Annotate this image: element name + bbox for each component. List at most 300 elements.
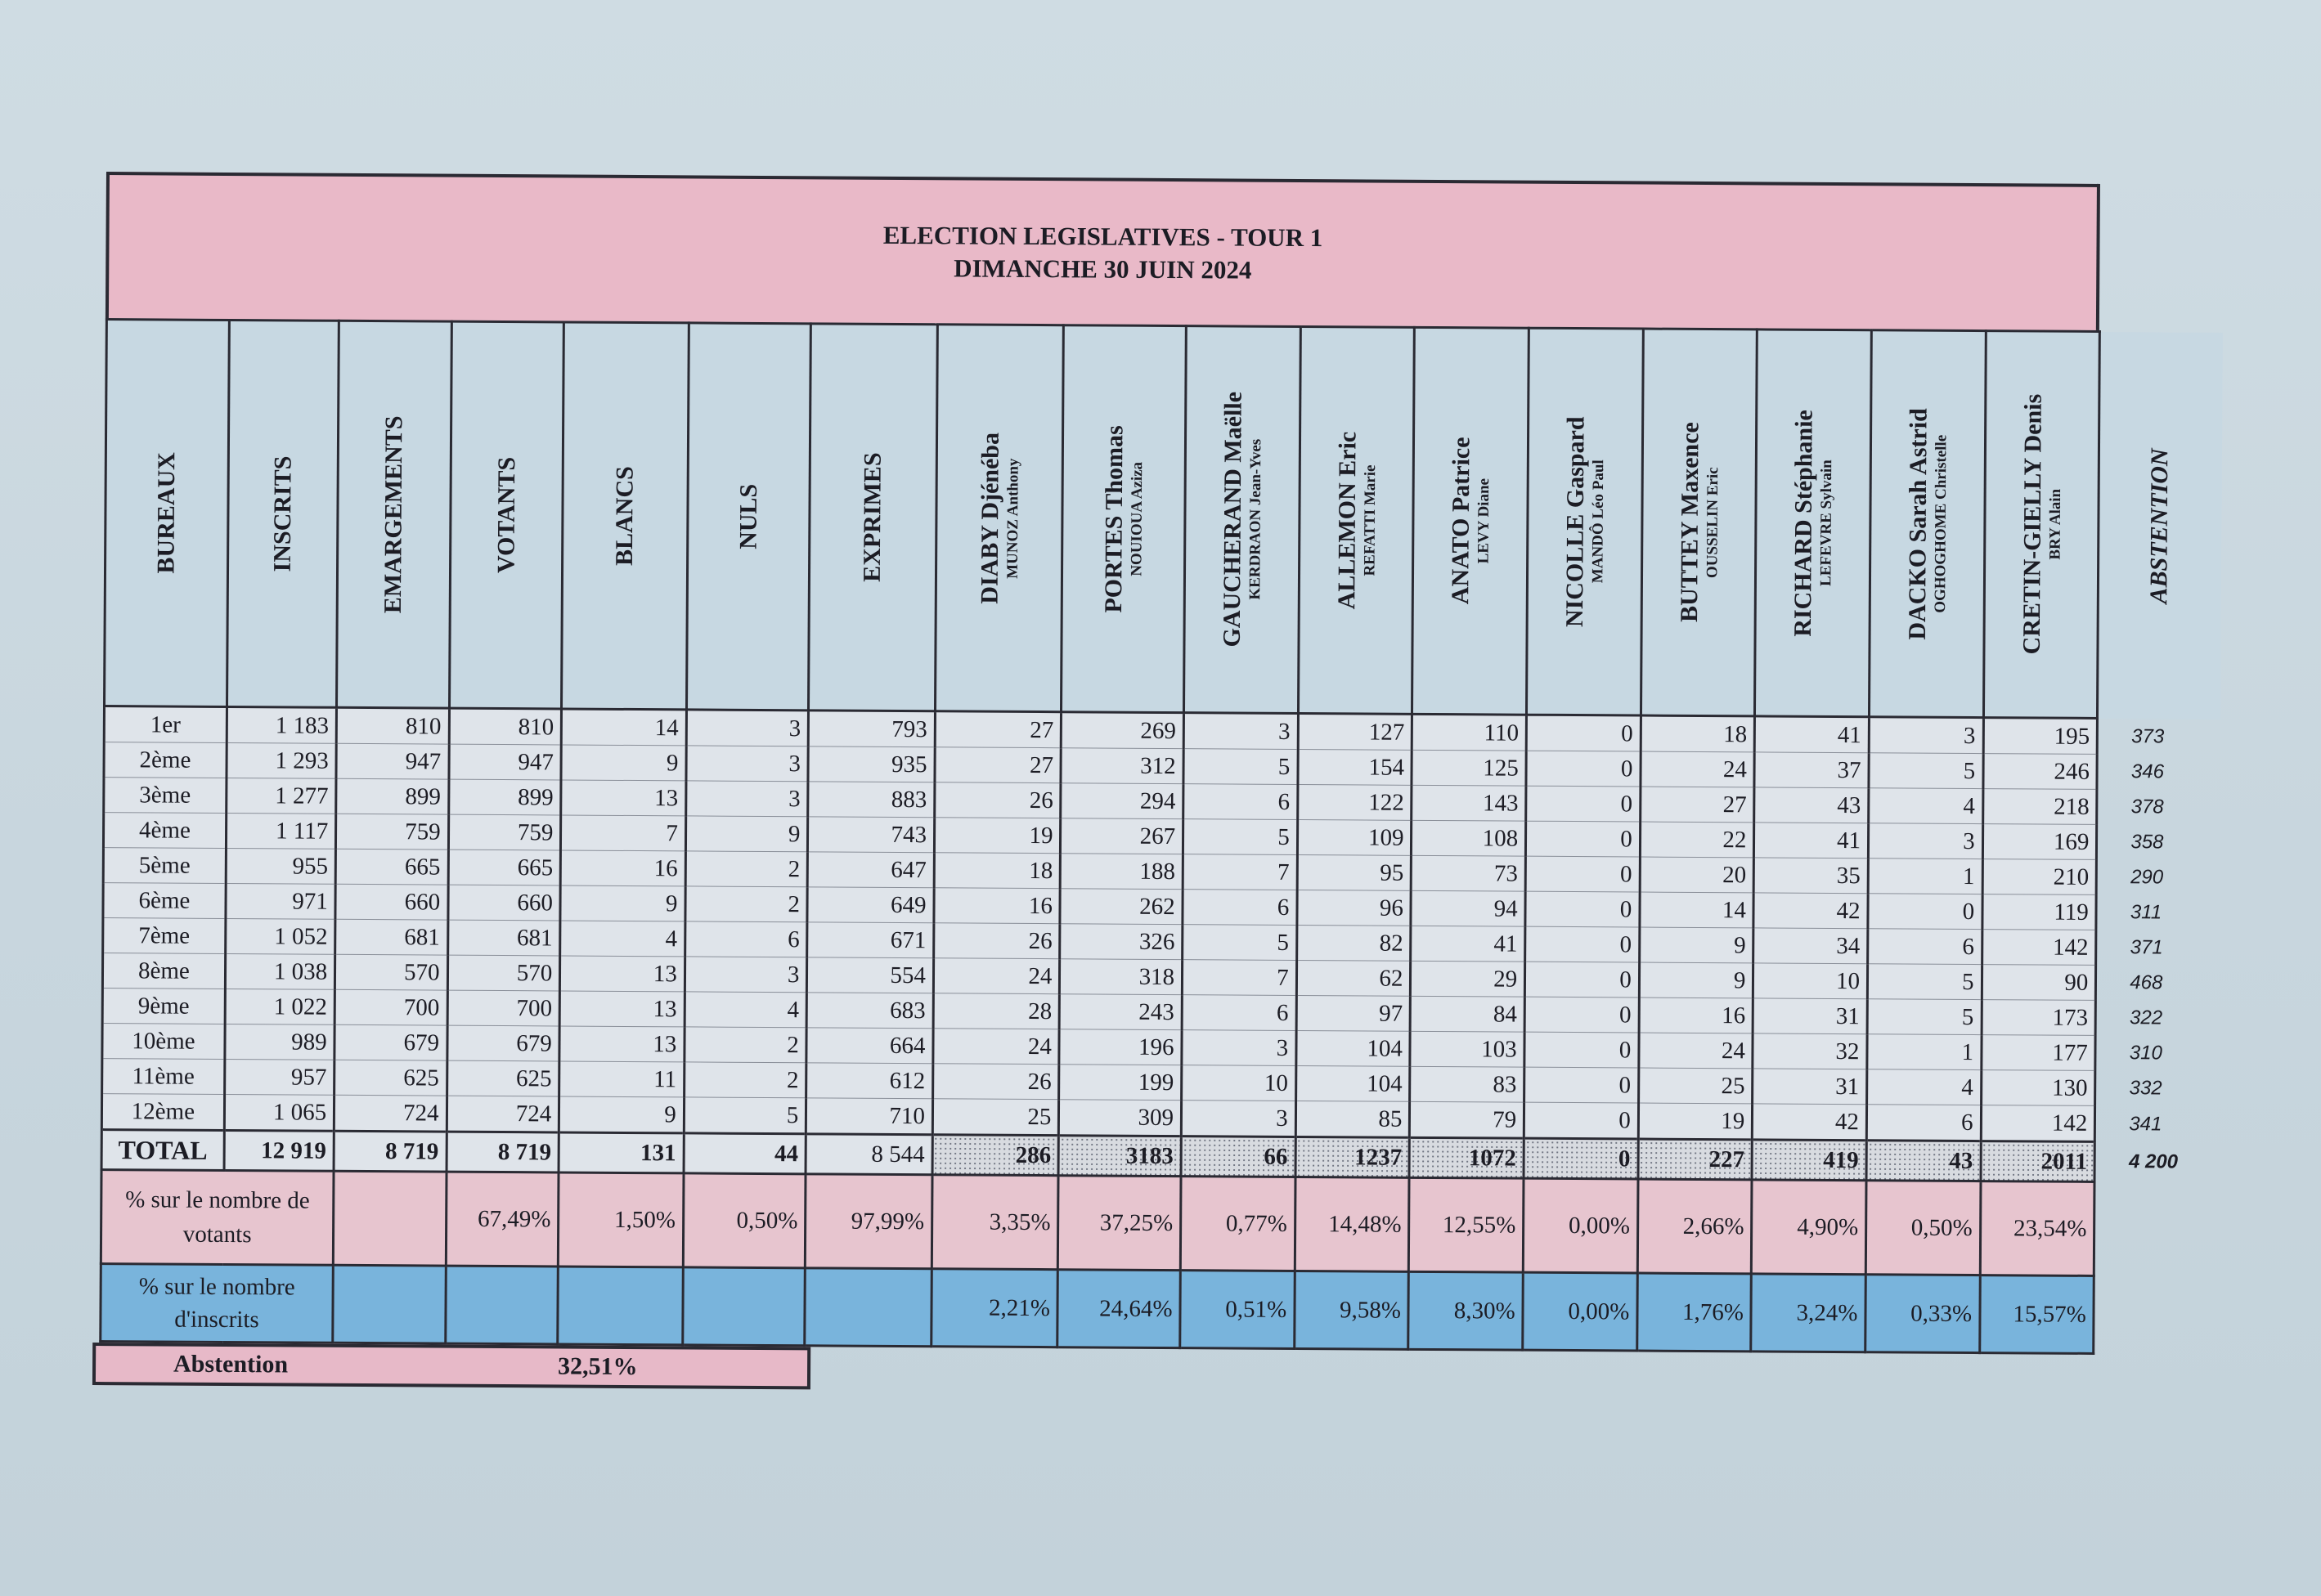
table-cell: 5 [1183,749,1298,785]
total-cell: 131 [559,1132,684,1173]
table-cell: 83 [1410,1066,1524,1102]
abstention-label: Abstention [173,1350,289,1379]
column-header-label: BUREAUX [152,452,181,574]
table-cell: 759 [448,814,561,850]
table-cell: 724 [447,1096,559,1132]
table-cell: 0 [1525,891,1640,927]
table-cell: 2 [685,1027,807,1063]
table-cell: 679 [447,1025,559,1061]
percent-cell: 14,48% [1295,1177,1409,1271]
bureau-cell: 3ème [104,778,227,814]
table-cell: 9 [1639,927,1753,963]
column-header-label: NICOLLE Gaspard [1561,416,1590,627]
table-cell: 5 [1183,819,1298,855]
table-cell: 154 [1298,749,1412,785]
table-cell: 681 [447,920,560,956]
table-cell: 269 [1062,712,1184,749]
table-cell: 0 [1524,1067,1639,1103]
table-cell: 373 [2131,724,2165,747]
percent-cell: 12,55% [1409,1177,1524,1272]
total-cell: 3183 [1058,1136,1181,1177]
total-cell: 286 [932,1135,1059,1176]
total-cell: 2011 [1981,1141,2095,1182]
table-cell: 883 [808,782,935,818]
results-sheet [91,172,2224,1398]
table-cell: 660 [447,885,560,921]
table-cell: 318 [1060,959,1183,995]
table-cell: 0 [1525,856,1640,892]
table-cell: 19 [1638,1103,1753,1140]
table-cell: 90 [1982,965,2096,1001]
percent-cell [683,1267,806,1346]
pct-inscrits-row-label: % sur le nombre d'inscrits [101,1264,334,1343]
table-cell: 103 [1410,1031,1524,1067]
total-cell: 1237 [1295,1136,1410,1177]
column-header-sublabel: LEFEVRE Sylvain [1817,460,1836,587]
table-cell: 0 [1525,926,1640,962]
table-cell: 143 [1412,785,1526,821]
table-cell: 31 [1753,1069,1867,1105]
total-cell: 227 [1638,1139,1753,1180]
table-cell: 82 [1296,925,1411,961]
column-header-sublabel: MANDÔ Léo Paul [1589,460,1608,584]
bureau-cell: 12ème [101,1094,224,1131]
percent-cell: 1,50% [559,1172,684,1267]
bureau-cell: 1er [104,706,227,743]
pct-votants-row [101,1170,2217,1277]
table-cell: 5 [1183,925,1297,961]
percent-cell [805,1268,932,1347]
table-cell: 759 [336,814,449,850]
table-cell: 34 [1753,928,1868,964]
title-line-2: DIMANCHE 30 JUIN 2024 [954,253,1252,285]
table-cell: 94 [1411,890,1525,926]
table-cell: 26 [935,782,1062,818]
table-cell: 679 [334,1024,447,1060]
table-cell: 28 [933,993,1060,1029]
table-cell: 22 [1640,822,1754,858]
total-cell: 43 [1866,1141,1981,1181]
total-label: TOTAL [101,1130,224,1171]
table-cell: 13 [561,780,686,816]
table-cell: 10 [1753,963,1868,999]
table-cell: 700 [447,990,560,1026]
abstention-row [92,1343,810,1389]
table-cell: 2 [684,1062,806,1098]
title-line-1: ELECTION LEGISLATIVES - TOUR 1 [882,220,1323,252]
table-cell: 16 [1639,998,1753,1033]
column-header [1527,328,1643,715]
percent-cell [333,1265,446,1343]
table-cell: 0 [1526,786,1641,822]
table-cell: 326 [1060,924,1183,960]
table-cell: 1 022 [225,989,335,1024]
table-cell: 37 [1754,752,1869,788]
percent-cell: 3,35% [932,1175,1058,1270]
column-header [1641,329,1757,716]
table-cell: 27 [935,747,1062,783]
table-cell: 1 065 [224,1094,334,1131]
table-cell: 142 [1982,930,2096,966]
table-cell: 6 [1868,929,1982,965]
table-cell: 947 [336,743,449,779]
total-cell: 8 719 [334,1131,447,1172]
table-cell: 0 [1526,715,1641,751]
table-cell: 27 [935,711,1062,748]
percent-cell: 4,90% [1752,1180,1866,1275]
table-cell: 16 [561,850,686,886]
bureau-cell: 7ème [103,918,226,954]
table-cell: 989 [225,1024,335,1060]
pct-votants-row-label: % sur le nombre de votants [101,1170,334,1266]
table-cell: 24 [1639,1033,1753,1069]
empty-cell [2094,1275,2216,1354]
table-cell: 346 [2130,760,2165,783]
table-cell: 267 [1061,818,1183,854]
table-cell: 3 [1868,823,1982,859]
bureau-cell: 2ème [104,742,227,778]
table-cell: 570 [447,955,560,991]
table-cell: 5 [1867,999,1982,1035]
percent-cell: 0,50% [1865,1181,1980,1275]
table-cell: 310 [2129,1042,2162,1065]
column-header [935,325,1063,712]
table-cell: 11 [559,1061,685,1097]
table-cell: 13 [559,991,685,1027]
column-header-label: DIABY Djénéba [976,432,1004,604]
table-cell: 6 [1183,784,1298,820]
table-cell: 294 [1061,783,1183,819]
abstention-value: 32,51% [557,1352,638,1381]
table-cell: 14 [562,709,687,746]
table-cell: 4 [1867,1069,1982,1105]
table-cell: 899 [448,779,561,815]
table-cell: 0 [1524,1102,1638,1139]
table-cell: 20 [1640,857,1754,893]
table-cell: 0 [1525,962,1640,998]
percent-cell: 3,24% [1751,1274,1865,1352]
table-cell: 26 [933,1064,1060,1100]
table-cell: 3 [685,957,807,993]
column-header-label: EXPRIMES [859,452,887,583]
table-cell: 554 [807,957,934,993]
table-cell: 218 [1982,789,2097,825]
column-header-label: ABSTENTION [2145,447,2174,603]
table-cell: 468 [2130,971,2163,994]
table-cell: 110 [1412,714,1527,751]
table-cell: 96 [1297,890,1412,926]
table-cell: 311 [2130,901,2162,924]
table-cell: 104 [1295,1065,1410,1101]
table-cell: 31 [1753,998,1868,1034]
table-cell: 6 [1183,890,1297,926]
table-cell: 18 [1641,715,1755,752]
table-cell: 9 [1639,962,1753,998]
table-cell: 73 [1412,855,1526,891]
table-cell: 35 [1754,858,1869,894]
table-cell: 309 [1059,1100,1182,1136]
total-cell: 8 544 [806,1134,932,1175]
table-cell: 625 [447,1060,559,1096]
table-cell: 243 [1060,994,1183,1030]
table-cell: 195 [1983,718,2098,755]
percent-cell [558,1266,683,1345]
percent-cell: 37,25% [1058,1176,1181,1271]
table-cell: 700 [334,989,447,1025]
table-cell: 27 [1640,787,1754,823]
table-cell: 3 [1869,717,1983,754]
column-header-sublabel: LEVY Diane [1475,478,1493,564]
table-cell: 3 [686,746,809,782]
column-header-label: ALLEMON Eric [1332,431,1362,610]
bureau-cell: 9ème [102,989,225,1024]
table-cell: 1 117 [226,813,336,849]
percent-cell: 0,33% [1865,1275,1980,1353]
table-cell: 246 [1983,754,2098,790]
table-cell: 1 038 [225,953,335,989]
column-header-label: INSCRITS [268,455,297,572]
table-cell: 2 [685,886,808,922]
table-cell: 312 [1061,748,1183,784]
table-cell: 322 [2130,1006,2163,1029]
table-cell: 109 [1297,819,1412,855]
table-cell: 104 [1296,1030,1411,1066]
table-cell: 9 [560,885,685,921]
table-cell: 19 [934,818,1061,854]
table-cell: 378 [2130,796,2164,818]
table-cell: 681 [335,919,448,955]
percent-cell: 24,64% [1057,1270,1180,1348]
table-cell: 0 [1524,1032,1639,1068]
table-cell: 710 [806,1098,933,1135]
table-cell: 62 [1296,960,1411,996]
column-header [449,321,564,709]
table-cell: 612 [806,1063,933,1099]
percent-cell: 15,57% [1979,1275,2094,1354]
table-cell: 122 [1297,784,1412,820]
percent-cell: 0,51% [1180,1271,1295,1349]
column-header [1983,331,2100,719]
column-header [1755,330,1871,717]
column-header-label: ANATO Patrice [1447,437,1475,605]
column-header [562,322,689,710]
table-cell: 169 [1982,824,2097,860]
table-cell: 4 [1869,788,1983,824]
percent-cell: 1,76% [1637,1273,1752,1352]
column-header [1062,325,1187,713]
table-cell: 665 [335,849,448,885]
table-cell: 660 [335,884,448,920]
table-cell: 1 052 [225,918,335,954]
column-header-label: BLANCS [611,465,639,566]
total-cell: 44 [684,1133,806,1174]
bureau-cell: 4ème [103,813,226,849]
table-cell: 664 [806,1028,933,1064]
title-banner [106,172,2100,330]
table-cell: 32 [1753,1033,1867,1069]
table-cell: 24 [1641,751,1755,787]
table-cell: 1 183 [227,706,337,743]
table-cell: 7 [1183,854,1297,890]
table-cell: 97 [1296,995,1411,1031]
table-cell: 5 [1867,964,1982,1000]
bureau-cell: 8ème [102,953,225,989]
total-cell: 8 719 [447,1132,559,1172]
column-header-label: EMARGEMENTS [379,415,408,614]
table-cell: 1 293 [227,742,337,778]
table-cell: 26 [934,923,1061,959]
table-cell: 10 [1182,1065,1296,1101]
table-cell: 262 [1060,889,1183,925]
table-cell: 5 [684,1097,806,1134]
table-cell: 41 [1411,926,1525,962]
total-cell: 0 [1524,1138,1638,1179]
table-cell: 1 277 [227,778,337,814]
total-cell: 419 [1752,1140,1866,1181]
column-header-label: BUTTEY Maxence [1675,422,1704,623]
table-cell: 649 [807,887,934,923]
percent-cell: 0,00% [1523,1272,1637,1351]
column-header-sublabel: BRY Alain [2046,489,2064,561]
column-header-label: DACKO Sarah Astrid [1903,407,1933,640]
table-cell: 85 [1295,1101,1410,1137]
column-header [227,320,339,707]
percent-cell: 0,77% [1180,1177,1295,1271]
column-header [1298,326,1415,714]
table-cell: 9 [561,745,686,781]
table-cell: 7 [1182,960,1296,996]
table-cell: 5 [1869,753,1983,789]
bureau-cell: 10ème [102,1024,225,1060]
total-cell: 66 [1181,1136,1295,1177]
column-header-label: CRETIN-GIELLY Denis [2018,394,2047,655]
table-cell: 84 [1411,996,1525,1032]
table-cell: 196 [1059,1029,1182,1065]
table-cell: 3 [686,710,809,746]
column-header-label: NULS [734,483,762,549]
table-cell: 665 [448,850,561,885]
table-cell: 43 [1754,787,1869,823]
column-header [105,320,230,707]
table-cell: 18 [934,853,1061,889]
column-header [1869,330,1985,718]
empty-cell [2094,1181,2217,1276]
table-cell: 3 [686,781,809,817]
table-cell: 95 [1297,854,1412,890]
column-header-sublabel: NOUIOUA Aziza [1128,461,1147,576]
bureau-cell: 5ème [103,848,226,884]
column-header [2098,331,2223,719]
table-cell: 79 [1410,1101,1524,1138]
table-cell: 42 [1753,1104,1867,1141]
table-cell: 25 [1638,1068,1753,1104]
table-cell: 4 [685,992,807,1028]
table-cell: 125 [1412,750,1526,786]
bureau-cell: 6ème [103,883,226,919]
table-cell: 570 [335,954,448,990]
table-cell: 13 [559,1026,685,1062]
column-header [686,323,810,711]
table-cell: 810 [449,708,562,745]
table-cell: 24 [933,958,1060,994]
table-cell: 108 [1412,820,1526,856]
results-table [99,318,2224,1356]
table-cell: 24 [933,1029,1060,1065]
percent-cell: 97,99% [806,1174,932,1269]
column-header-label: GAUCHERAND Maëlle [1218,392,1247,648]
column-header-sublabel: REFATTI Marie [1361,464,1379,576]
percent-cell: 0,00% [1523,1178,1637,1273]
table-cell: 25 [932,1099,1059,1136]
table-cell: 1 [1867,1034,1982,1070]
percent-cell: 9,58% [1294,1271,1408,1349]
table-cell: 7 [561,815,686,851]
table-cell: 210 [1982,859,2097,895]
table-cell: 1 [1868,859,1982,894]
table-cell: 0 [1526,821,1641,857]
bureau-cell: 11ème [102,1059,225,1095]
table-cell: 743 [808,817,935,853]
table-cell: 127 [1298,713,1412,750]
table-cell: 899 [336,778,449,814]
table-cell: 13 [560,956,685,992]
table-cell: 3 [1183,713,1298,750]
percent-cell [334,1171,447,1266]
total-cell: 4 200 [2128,1150,2179,1173]
table-cell: 671 [807,922,934,958]
table-cell: 341 [2129,1112,2162,1135]
table-cell: 0 [1526,751,1641,787]
table-cell: 647 [808,852,935,888]
table-cell: 3 [1182,1030,1296,1066]
table-cell: 358 [2130,831,2164,854]
percent-cell: 2,21% [932,1269,1058,1347]
column-header-sublabel: OGHOGHOME Christelle [1932,434,1951,613]
table-cell: 957 [224,1059,334,1095]
table-cell: 142 [1981,1105,2095,1142]
column-header [1412,327,1529,715]
percent-cell: 8,30% [1408,1271,1523,1350]
table-cell: 130 [1981,1070,2095,1106]
table-cell: 971 [226,883,336,919]
column-header [809,324,937,711]
table-cell: 0 [1524,997,1639,1033]
total-cell: 12 919 [224,1130,334,1171]
table-cell: 29 [1411,961,1525,997]
table-cell: 42 [1753,893,1868,929]
column-header-label: PORTES Thomas [1100,424,1129,613]
percent-cell [445,1266,558,1344]
percent-cell: 0,50% [683,1173,806,1268]
table-cell: 0 [1868,894,1982,930]
pct-inscrits-row [101,1264,2217,1355]
column-header-sublabel: KERDRAON Jean-Yves [1246,439,1265,601]
table-cell: 6 [1866,1105,1981,1141]
column-header [1184,326,1300,714]
percent-cell: 2,66% [1637,1179,1752,1274]
percent-cell: 23,54% [1980,1181,2094,1276]
table-cell: 625 [334,1060,447,1096]
table-cell: 199 [1059,1065,1182,1101]
column-header-sublabel: MUNOZ Anthony [1003,458,1022,579]
header-row [105,320,2223,720]
table-cell: 793 [809,711,936,747]
table-cell: 290 [2130,866,2164,889]
table-cell: 9 [559,1096,685,1133]
table-cell: 332 [2129,1077,2162,1100]
column-header-sublabel: OUSSELIN Eric [1704,467,1722,578]
column-header [337,321,451,708]
